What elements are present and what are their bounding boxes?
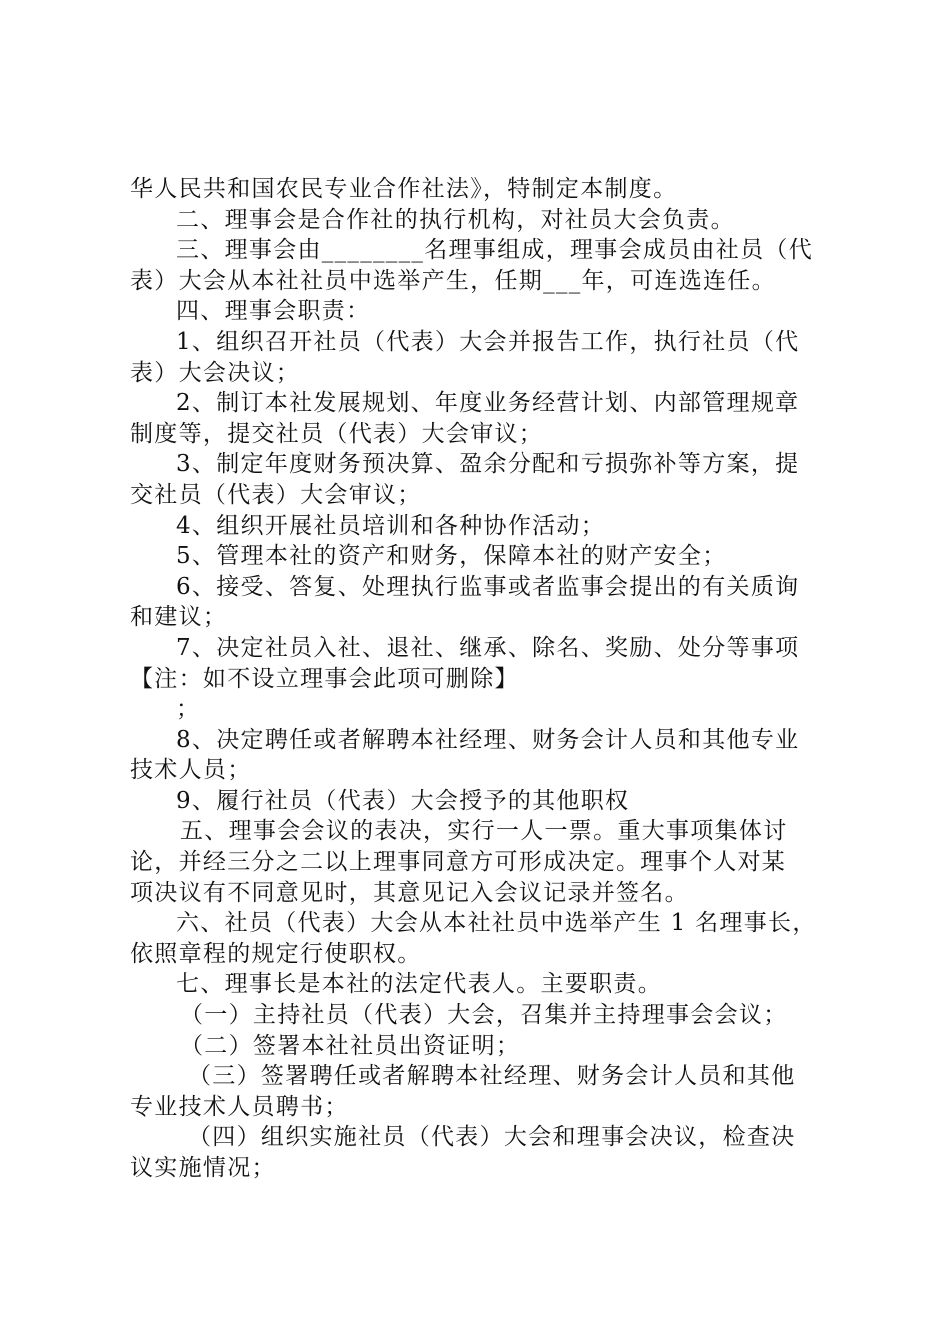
document-body bbox=[130, 174, 835, 1184]
clause-3: 三、理事会由________名理事组成，理事会成员由社员（代 bbox=[176, 237, 813, 264]
clause-5: 五、理事会会议的表决，实行一人一票。重大事项集体讨 bbox=[180, 818, 788, 845]
chair-duty-3: （三）签署聘任或者解聘本社经理、财务会计人员和其他 bbox=[188, 1063, 796, 1090]
clause-7: 七、理事长是本社的法定代表人。主要职责。 bbox=[176, 971, 662, 998]
chair-duty-1: （一）主持社员（代表）大会，召集并主持理事会会议； bbox=[180, 1002, 788, 1029]
text-line: 交社员（代表）大会审议； bbox=[130, 481, 422, 508]
text-line: 论，并经三分之二以上理事同意方可形成决定。理事个人对某 bbox=[130, 849, 787, 876]
duty-item-4: 4、组织开展社员培训和各种协作活动； bbox=[176, 512, 606, 539]
duty-item-7: 7、决定社员入社、退社、继承、除名、奖励、处分等事项 bbox=[176, 634, 800, 661]
duty-item-6: 6、接受、答复、处理执行监事或者监事会提出的有关质询 bbox=[176, 573, 800, 600]
duty-item-3: 3、制定年度财务预决算、盈余分配和亏损弥补等方案，提 bbox=[176, 451, 800, 478]
duty-item-1: 1、组织召开社员（代表）大会并报告工作，执行社员（代 bbox=[176, 328, 800, 355]
text-line: 华人民共和国农民专业合作社法》，特制定本制度。 bbox=[130, 176, 678, 202]
text-line: ； bbox=[176, 696, 201, 723]
clause-4-heading: 四、理事会职责： bbox=[176, 298, 371, 325]
chair-duty-2: （二）签署本社社员出资证明； bbox=[180, 1032, 521, 1059]
note-line: 【注：如不设立理事会此项可删除】 bbox=[130, 665, 519, 692]
duty-item-5: 5、管理本社的资产和财务，保障本社的财产安全； bbox=[176, 543, 727, 570]
duty-item-9: 9、履行社员（代表）大会授予的其他职权 bbox=[176, 787, 630, 814]
text-line: 和建议； bbox=[130, 604, 228, 631]
text-line: 项决议有不同意见时，其意见记入会议记录并签名。 bbox=[130, 879, 689, 906]
clause-2: 二、理事会是合作社的执行机构，对社员大会负责。 bbox=[176, 206, 735, 233]
text-line: 表）大会从本社社员中选举产生，任期___年，可连选连任。 bbox=[130, 267, 776, 294]
text-line: 议实施情况； bbox=[130, 1155, 276, 1181]
text-line: 技术人员； bbox=[130, 757, 252, 784]
clause-6: 六、社员（代表）大会从本社社员中选举产生 1 名理事长， bbox=[176, 910, 817, 937]
text-line: 制度等，提交社员（代表）大会审议； bbox=[130, 420, 544, 447]
duty-item-2: 2、制订本社发展规划、年度业务经营计划、内部管理规章 bbox=[176, 390, 800, 417]
chair-duty-4: （四）组织实施社员（代表）大会和理事会决议，检查决 bbox=[188, 1124, 796, 1151]
text-line: 依照章程的规定行使职权。 bbox=[130, 940, 422, 967]
text-line: 专业技术人员聘书； bbox=[130, 1093, 349, 1120]
text-line: 表）大会决议； bbox=[130, 359, 301, 386]
duty-item-8: 8、决定聘任或者解聘本社经理、财务会计人员和其他专业 bbox=[176, 726, 800, 753]
